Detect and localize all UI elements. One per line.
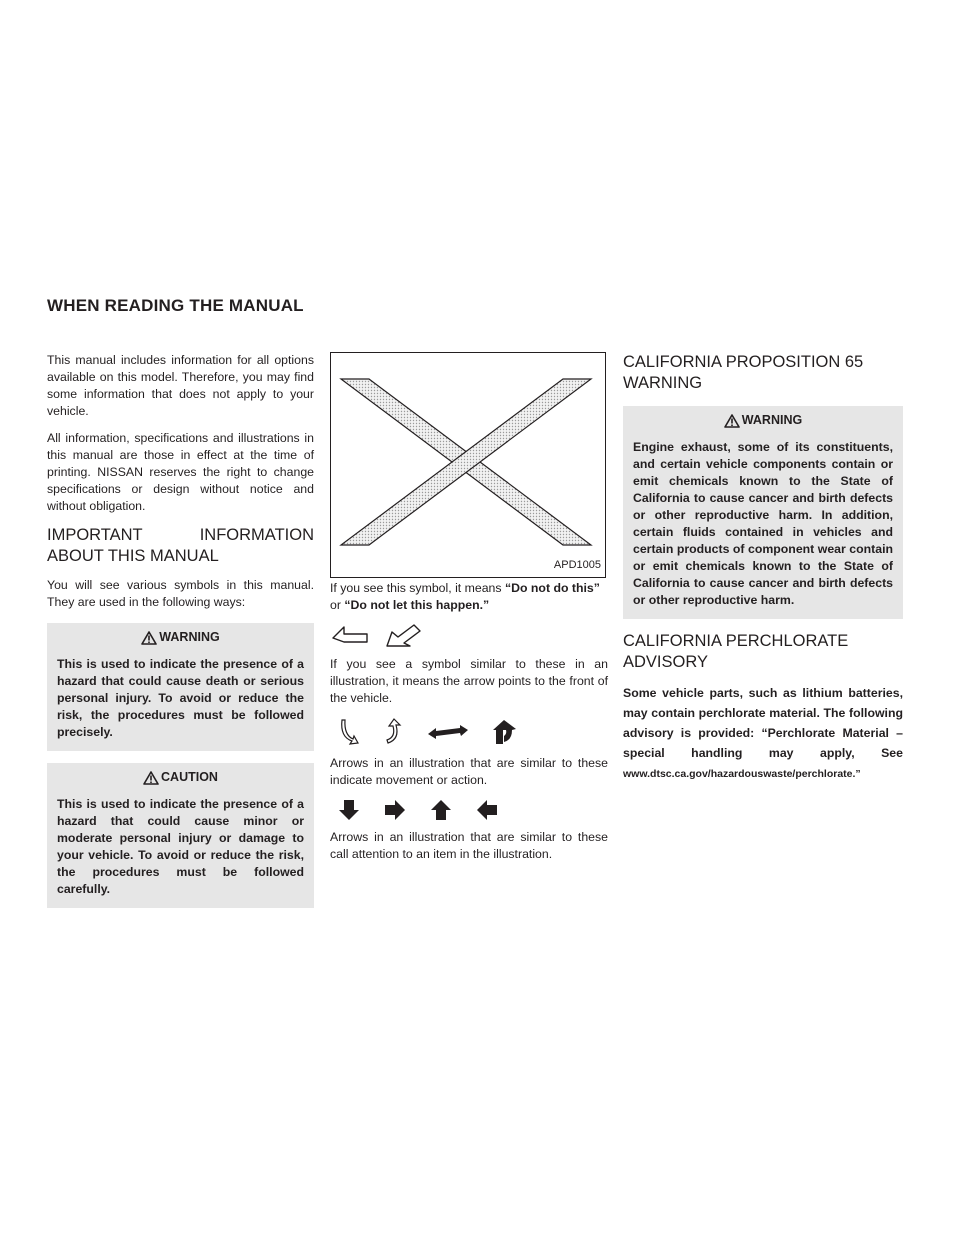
warning-triangle-icon bbox=[724, 414, 740, 428]
movement-arrows-row bbox=[338, 717, 608, 747]
curved-arrow-icon bbox=[338, 717, 360, 747]
curved-block-arrow-icon bbox=[492, 718, 518, 746]
attention-arrows-row bbox=[338, 799, 608, 821]
cross-out-x-icon bbox=[331, 353, 604, 576]
caution-box bbox=[47, 763, 314, 908]
warning-triangle-icon bbox=[143, 771, 159, 785]
arrow-left-icon bbox=[476, 799, 498, 821]
caution-text: This is used to indicate the presence of a hazard that could cause minor or moderate personal injury or damage to your vehicle. To avoid or reduce the risk, the procedures must be followed carefully. bbox=[57, 797, 304, 896]
important-info-heading: IMPORTANT INFORMATION ABOUT THIS MANUAL bbox=[47, 526, 314, 565]
curved-arrow-icon bbox=[382, 717, 404, 747]
front-arrow-icon bbox=[330, 624, 370, 646]
do-not-figure bbox=[330, 352, 606, 578]
front-arrow-icon bbox=[384, 622, 424, 648]
prop65-heading: CALIFORNIA PROPOSITION 65 WARNING bbox=[623, 353, 864, 392]
warning-triangle-icon bbox=[141, 631, 157, 645]
symbols-intro-paragraph: You will see various symbols in this manual. They are used in the following ways: bbox=[47, 578, 314, 609]
do-not-paragraph: If you see this symbol, it means “Do not do this” or “Do not let this happen.” bbox=[330, 581, 600, 612]
front-arrow-paragraph: If you see a symbol similar to these in an illustration, it means the arrow points to the front of the vehicle. bbox=[330, 657, 608, 705]
middle-column bbox=[330, 352, 608, 873]
perchlorate-advisory: Some vehicle parts, such as lithium batteries, may contain perchlorate material. The following advisory is provided: “Perchlorate Material – special handling may apply, See www.dtsc.ca.gov/hazardouswaste/perchlorate.” bbox=[623, 686, 903, 780]
movement-paragraph: Arrows in an illustration that are similar to these indicate movement or action. bbox=[330, 756, 608, 787]
warning-text: This is used to indicate the presence of a hazard that could cause death or serious personal injury. To avoid or reduce the risk, the procedures must be followed precisely. bbox=[57, 657, 304, 739]
arrow-up-icon bbox=[430, 799, 452, 821]
perchlorate-heading: CALIFORNIA PERCHLORATE ADVISORY bbox=[623, 632, 849, 671]
caution-title: CAUTION bbox=[57, 769, 304, 786]
warning-title: WARNING bbox=[57, 629, 304, 646]
attention-paragraph: Arrows in an illustration that are similar to these call attention to an item in the illustration. bbox=[330, 830, 608, 861]
prop65-warning-text: Engine exhaust, some of its constituents, and certain vehicle components contain or emit chemicals known to the State of California to cause cancer and birth defects or other reproductive harm. In addition, certain fluids contained in vehicles and certain products of component wear contain or emit chemicals known to the State of California to cause cancer and birth defects or other reproductive harm. bbox=[633, 440, 893, 607]
prop65-warning-title: WARNING bbox=[633, 412, 893, 429]
specifications-paragraph: All information, specifications and illustrations in this manual are those in effect at the time of printing. NISSAN reserves the right to change specifications or design without notice and without obligation. bbox=[47, 431, 314, 513]
left-column bbox=[47, 352, 314, 920]
figure-id: APD1005 bbox=[553, 559, 601, 571]
section-title: WHEN READING THE MANUAL bbox=[47, 296, 304, 315]
arrow-down-icon bbox=[338, 799, 360, 821]
right-column bbox=[623, 352, 903, 784]
double-arrow-icon bbox=[426, 722, 470, 742]
front-arrows-row bbox=[330, 622, 608, 648]
warning-box bbox=[47, 623, 314, 751]
intro-paragraph: This manual includes information for all options available on this model. Therefore, you may find some information that does not apply to your vehicle. bbox=[47, 353, 314, 418]
arrow-right-icon bbox=[384, 799, 406, 821]
perchlorate-url: www.dtsc.ca.gov/hazardouswaste/perchlorate.” bbox=[623, 768, 861, 780]
prop65-warning-box bbox=[623, 406, 903, 619]
